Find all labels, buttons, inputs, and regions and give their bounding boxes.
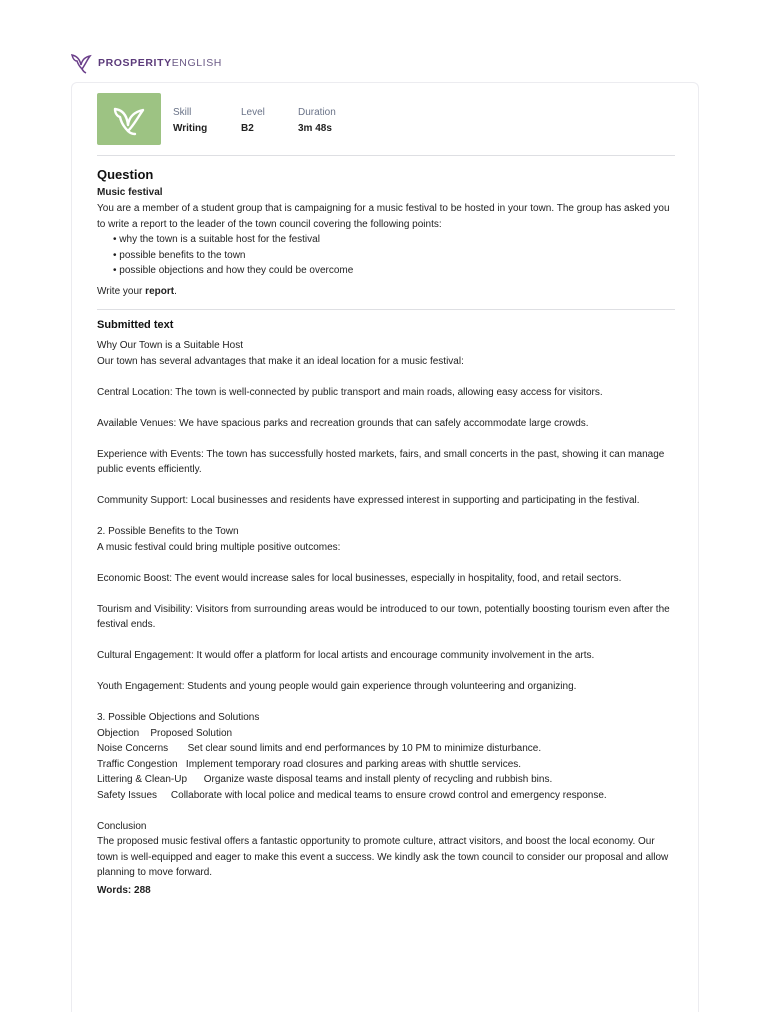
instruction-prefix: Write your xyxy=(97,285,146,297)
submitted-line xyxy=(97,509,675,525)
submitted-line: A music festival could bring multiple positive outcomes: xyxy=(97,541,341,553)
submitted-line: Central Location: The town is well-connected by public transport and main roads, allowing easy access for visitors. xyxy=(97,386,603,398)
submitted-line xyxy=(97,633,675,649)
skill-field xyxy=(173,106,207,136)
submitted-line xyxy=(97,586,675,602)
bird-logo-icon xyxy=(70,52,94,74)
level-value: B2 xyxy=(241,123,254,134)
skill-tile xyxy=(97,93,161,145)
submitted-line: Youth Engagement: Students and young people would gain experience through volunteering and organizing. xyxy=(97,681,577,692)
question-point: • why the town is a suitable host for the festival xyxy=(113,232,675,248)
submitted-line: Tourism and Visibility: Visitors from surrounding areas would be introduced to our town, potentially boosting tourism even after the festival ends. xyxy=(97,603,673,630)
instruction-suffix: . xyxy=(174,285,177,297)
question-section xyxy=(97,167,675,299)
question-title: Music festival xyxy=(97,187,163,198)
duration-value: 3m 48s xyxy=(298,123,332,134)
duration-field xyxy=(298,106,336,136)
submitted-heading: Submitted text xyxy=(97,319,174,331)
meta-divider xyxy=(97,155,675,156)
submitted-line: Experience with Events: The town has successfully hosted markets, fairs, and small concerts in the past, showing it can manage public events efficiently. xyxy=(97,448,668,475)
submitted-line xyxy=(97,478,675,494)
brand-name xyxy=(98,58,222,69)
submitted-text xyxy=(97,338,675,881)
submitted-line: Available Venues: We have spacious parks and recreation grounds that can safely accommodate large crowds. xyxy=(97,417,589,429)
submission-meta xyxy=(97,93,675,145)
submitted-line: Why Our Town is a Suitable Host xyxy=(97,340,243,351)
submitted-section xyxy=(97,317,675,898)
skill-label: Skill xyxy=(173,107,192,118)
submitted-line: Noise Concerns Set clear sound limits and end performances by 10 PM to minimize disturbance. xyxy=(97,743,542,754)
submitted-line xyxy=(97,369,675,385)
submitted-line xyxy=(97,555,675,571)
submitted-line: The proposed music festival offers a fantastic opportunity to promote culture, attract visitors, and boost the local economy. Our town is well-equipped and eager to make this event a success. We kindly ask the town council to consider our proposal and allow planning to move forward. xyxy=(97,836,672,878)
brand-name-light: ENGLISH xyxy=(171,56,222,69)
brand-logo xyxy=(70,52,222,74)
question-instruction xyxy=(97,284,675,300)
report-card xyxy=(71,82,699,1012)
question-points xyxy=(97,232,675,279)
question-point: • possible objections and how they could be overcome xyxy=(113,263,675,279)
submitted-line xyxy=(97,803,675,819)
question-divider xyxy=(97,309,675,310)
level-field xyxy=(241,106,265,136)
question-heading: Question xyxy=(97,167,154,182)
instruction-bold: report xyxy=(145,285,175,297)
submitted-line xyxy=(97,695,675,711)
skill-value: Writing xyxy=(173,123,208,134)
submitted-line xyxy=(97,431,675,447)
submitted-line: Littering & Clean-Up Organize waste disposal teams and install plenty of recycling and rubbish bins. xyxy=(97,774,553,785)
brand-name-bold: PROSPERITY xyxy=(98,56,172,69)
submitted-line xyxy=(97,664,675,680)
submitted-line: Cultural Engagement: It would offer a platform for local artists and encourage community involvement in the arts. xyxy=(97,650,595,661)
word-count: Words: 288 xyxy=(97,884,151,896)
question-point: • possible benefits to the town xyxy=(113,248,675,264)
submitted-line: Safety Issues Collaborate with local police and medical teams to ensure crowd control and emergency response. xyxy=(97,789,607,801)
submitted-line: Objection Proposed Solution xyxy=(97,727,233,739)
submitted-line: 2. Possible Benefits to the Town xyxy=(97,526,239,537)
submitted-line: 3. Possible Objections and Solutions xyxy=(97,712,260,723)
duration-label: Duration xyxy=(298,107,336,118)
bird-icon xyxy=(111,101,147,137)
submitted-line: Our town has several advantages that make it an ideal location for a music festival: xyxy=(97,355,464,367)
submitted-line: Economic Boost: The event would increase sales for local businesses, especially in hospitality, food, and retail sectors. xyxy=(97,572,622,584)
submitted-line: Community Support: Local businesses and residents have expressed interest in supporting and participating in the festival. xyxy=(97,495,640,506)
level-label: Level xyxy=(241,107,265,118)
submitted-line: Conclusion xyxy=(97,820,147,832)
submitted-line: Traffic Congestion Implement temporary road closures and parking areas with shuttle services. xyxy=(97,758,522,770)
question-prompt: You are a member of a student group that is campaigning for a music festival to be hosted in your town. The group has asked you to write a report to the leader of the town council covering the following points: xyxy=(97,203,670,230)
submitted-line xyxy=(97,400,675,416)
